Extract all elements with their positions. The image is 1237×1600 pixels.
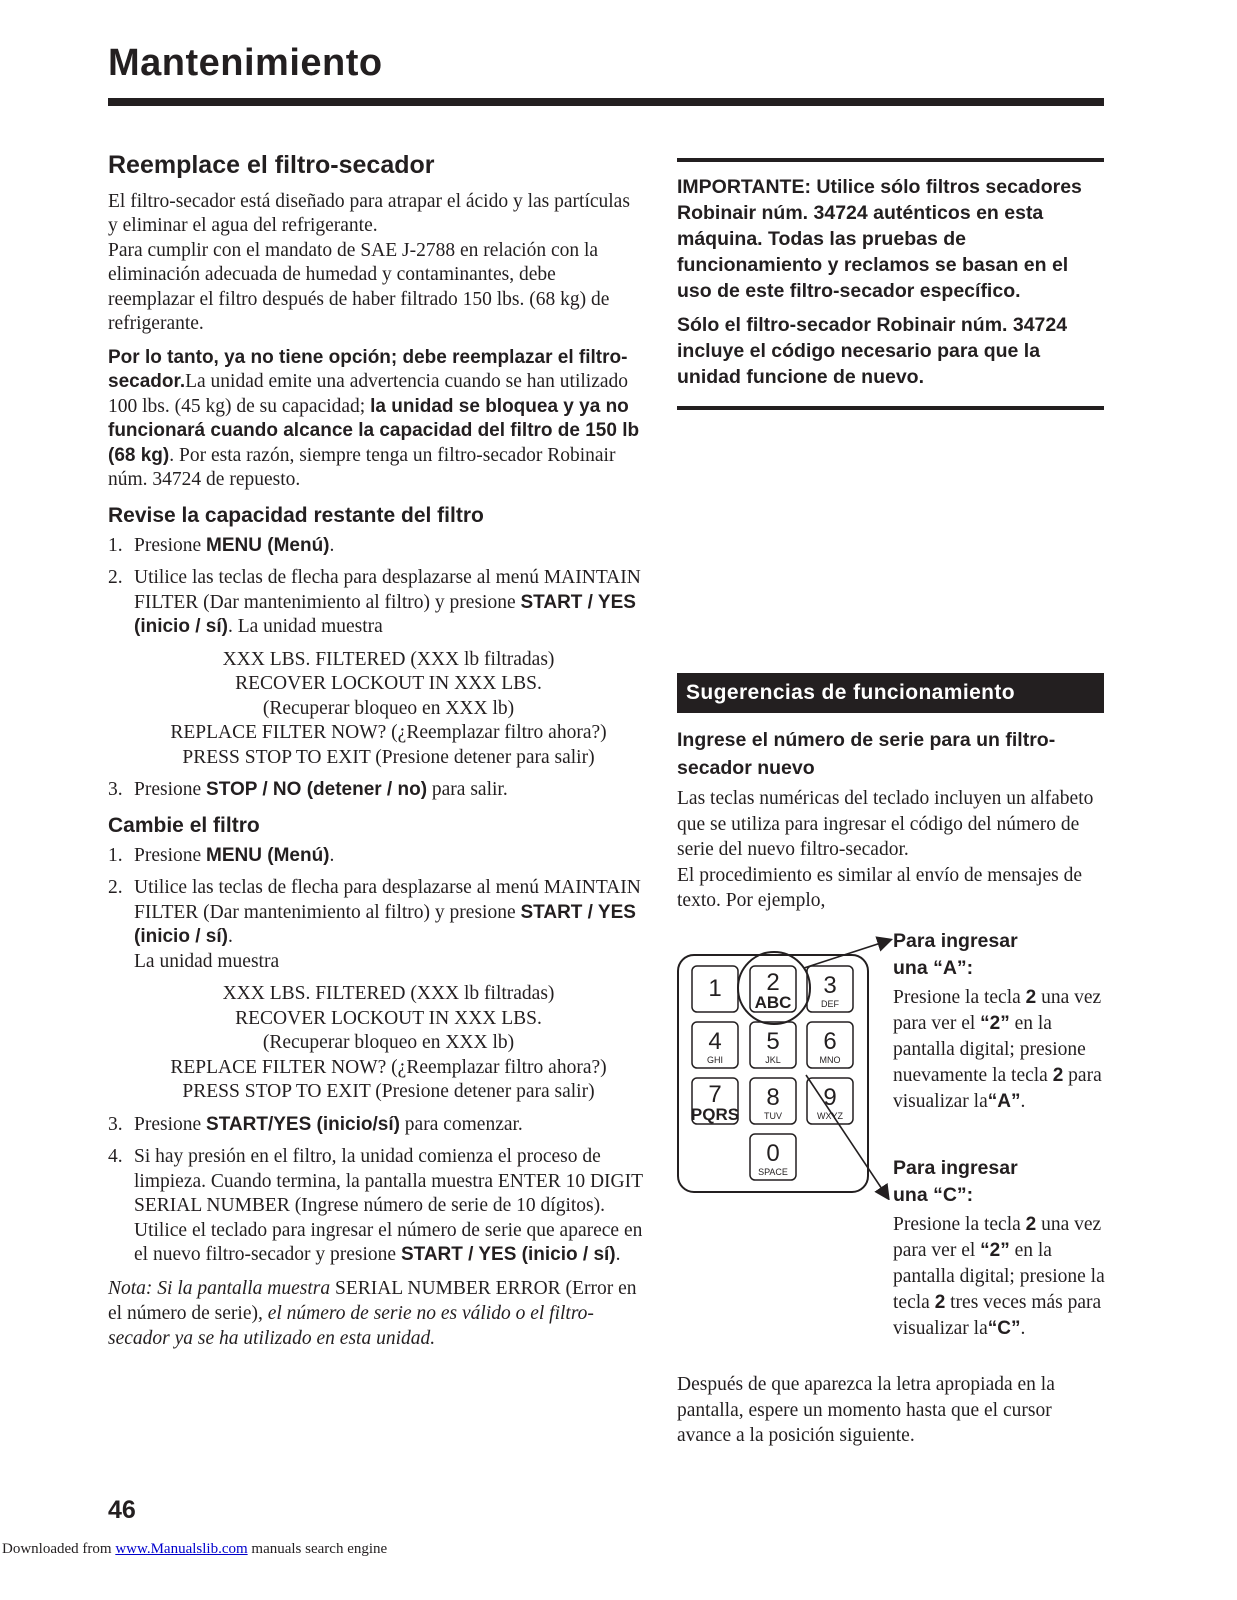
footer-tail: manuals search engine [247,1541,388,1557]
step-number: 3. [108,1113,123,1135]
display-line: XXX LBS. FILTERED (XXX lb filtradas) [222,648,555,670]
display-line: REPLACE FILTER NOW? (¿Reemplazar filtro ahora?) [170,1056,607,1078]
key-8 [750,1078,796,1124]
key-9 [807,1078,853,1124]
step-number: 2. [108,567,123,589]
after-text: Después de que aparezca la letra apropiada en la pantalla, espere un momento hasta que el cursor avance a la posición siguiente. [677,1374,1055,1446]
step-text: Utilice las teclas de flecha para desplazarse al menú MAINTAIN FILTER (Dar mantenimiento al filtro) y presione [134,877,641,923]
list-item [108,1145,643,1268]
section-heading-replace-filter: Reemplace el filtro-secador [108,151,435,179]
display-line: RECOVER LOCKOUT IN XXX LBS. [235,673,542,695]
keypad-illustration [676,930,906,1200]
key-letters: SPACE [758,1167,788,1177]
key-number: 2 [766,969,780,996]
change-steps-cont [108,1113,643,1268]
enter-c-b2: “2” [980,1240,1010,1261]
key-2 [750,966,796,1012]
enter-c-b3: 2 [934,1292,946,1313]
step-text: Presione [134,844,207,866]
enter-a-t1: Presione la tecla [893,987,1026,1008]
step-text: para salir. [427,779,508,801]
enter-c-heading: Para ingresar una “C”: [893,1157,1018,1206]
key-1 [692,966,738,1012]
step-key: MENU (Menú) [206,844,330,866]
left-column [108,152,643,1351]
key-number: 5 [766,1028,780,1055]
right-column [677,158,1104,410]
key-number: 4 [708,1028,722,1055]
page-number: 46 [108,1496,136,1524]
warning-paragraph [108,346,643,493]
step-number: 1. [108,534,123,556]
list-item [108,876,643,974]
check-steps-cont [108,778,643,803]
step-text: . [615,1244,621,1266]
enter-a-block [893,928,1108,1115]
step-text: Utilice las teclas de flecha para desplazarse al menú MAINTAIN FILTER (Dar mantenimiento al filtro) y presione [134,567,641,613]
key-number: 3 [823,972,837,999]
display-line: (Recuperar bloqueo en XXX lb) [262,1032,515,1054]
step-number: 4. [108,1146,123,1168]
intro-text: El filtro-secador está diseñado para atrapar el ácido y las partículas y eliminar el agua del refrigerante. [108,190,630,236]
key-number: 7 [708,1081,722,1108]
manualslib-link[interactable]: www.Manualslib.com [115,1541,248,1557]
important-text-2: Sólo el filtro-secador Robinair núm. 34724 incluye el código necesario para que la unidad funcione de nuevo. [677,314,1068,388]
display-line: RECOVER LOCKOUT IN XXX LBS. [235,1007,542,1029]
enter-c-t3: en la pantalla digital; presione la tecla [893,1240,1105,1313]
step-text: para comenzar. [399,1113,523,1135]
list-item [108,1113,643,1138]
step-text: Si hay presión en el filtro, la unidad comienza el proceso de limpieza. Cuando termina, la pantalla muestra ENTER 10 DIGIT SERIAL NUMBER (Ingrese número de serie de 10 dígitos). Utilice el teclado para ingresar el número de serie que aparece en el nuevo filtro-secador y presione [134,1146,643,1266]
key-letters: GHI [706,1055,724,1065]
key-number: 6 [823,1028,837,1055]
key-letters: JKL [765,1055,781,1065]
step-text: Presione [134,779,207,801]
key-6 [807,1022,853,1068]
tips-banner: Sugerencias de funcionamiento [677,673,1104,713]
step-key: MENU (Menú) [206,534,330,556]
key-number: 8 [766,1084,780,1111]
display-line: (Recuperar bloqueo en XXX lb) [262,697,515,719]
step-number: 1. [108,844,123,866]
key-letters: TUV [764,1111,782,1121]
step-text: . La unidad muestra [227,616,383,638]
key-5 [750,1022,796,1068]
step-number: 2. [108,877,123,899]
enter-a-b1: 2 [1025,987,1037,1008]
warning-text-2: . Por esta razón, siempre tenga un filtro-secador Robinair núm. 34724 de repuesto. [108,444,616,490]
display-line: PRESS STOP TO EXIT (Presione detener para salir) [182,746,595,768]
note-roman: SERIAL NUMBER ERROR (Error en el número de serie) [108,1277,637,1324]
serial-section [677,726,1104,923]
enter-c-b4: “C” [987,1318,1021,1339]
warning-bold-1: Por lo tanto, ya no tiene opción; debe reemplazar el filtro-secador. [108,346,628,392]
enter-c-t1: Presione la tecla [893,1214,1026,1235]
list-item [108,844,643,869]
key-letters: ABC [754,993,792,1012]
serial-paragraph [677,786,1104,914]
step-key: START / YES (inicio / sí) [134,591,636,638]
enter-a-t3: en la pantalla digital; presione nuevamente la tecla [893,1013,1086,1086]
serial-heading: Ingrese el número de serie para un filtro-secador nuevo [677,729,1056,779]
serial-text: Las teclas numéricas del teclado incluyen un alfabeto que se utiliza para ingresar el código del número de serie del nuevo filtro-secador. [677,788,1094,860]
after-paragraph [677,1372,1107,1458]
list-item [108,778,643,803]
enter-a-b2: “2” [980,1013,1010,1034]
key-7 [691,1078,739,1124]
subheading-change-filter: Cambie el filtro [108,813,260,837]
enter-a-b4: “A” [987,1091,1021,1112]
display-readout-1 [108,648,643,771]
enter-a-t5: . [1020,1091,1026,1112]
note-paragraph [108,1276,643,1351]
download-footer [2,1541,387,1558]
step-key: START / YES (inicio / sí) [134,901,636,948]
enter-a-heading: Para ingresar una “A”: [893,930,1018,979]
enter-a-t4: para visualizar la [893,1065,1102,1112]
enter-c-t5: . [1020,1318,1026,1339]
enter-c-b1: 2 [1025,1214,1037,1235]
intro-text-2: Para cumplir con el mandato de SAE J-2788 en relación con la eliminación adecuada de humedad y contaminantes, debe reemplazar el filtro después de haber filtrado 150 lbs. (68 kg) de refrigerante. [108,239,610,334]
important-text-1: IMPORTANTE: Utilice sólo filtros secadores Robinair núm. 34724 auténticos en esta máquina. Todas las pruebas de funcionamiento y reclamos se basan en el uso de este filtro-secador específico. [677,176,1082,302]
key-letters: PQRS [690,1105,740,1124]
enter-c-block [893,1155,1108,1342]
note-italic-2: , el número de serie no es válido o el filtro-secador ya se ha utilizado en esta unidad. [108,1302,594,1349]
important-box [677,158,1104,410]
serial-text-2: El procedimiento es similar al envío de mensajes de texto. Por ejemplo, [677,864,1083,911]
key-letters: DEF [821,999,839,1009]
list-item [108,566,643,640]
footer-text: Downloaded from [2,1541,116,1557]
enter-c-t4: tres veces más para visualizar la [893,1292,1102,1339]
step-text: . [227,926,233,948]
step-text: Presione [134,1113,207,1135]
intro-paragraph [108,190,643,337]
warning-bold-2: la unidad se bloquea y ya no funcionará cuando alcance la capacidad del filtro de 150 lb (68 kg) [108,395,640,466]
key-letters: MNO [819,1055,841,1065]
enter-c-t2: una vez para ver el [893,1214,1102,1261]
step-number: 3. [108,779,123,801]
key-4 [692,1022,738,1068]
page-title: Mantenimiento [108,42,383,84]
enter-a-b3: 2 [1052,1065,1064,1086]
key-number: 0 [766,1140,780,1167]
subheading-check-capacity: Revise la capacidad restante del filtro [108,503,484,527]
enter-a-text [893,985,1108,1115]
display-line: PRESS STOP TO EXIT (Presione detener para salir) [182,1081,595,1103]
step-text: . [329,844,335,866]
display-line: REPLACE FILTER NOW? (¿Reemplazar filtro ahora?) [170,722,607,744]
display-readout-2 [108,982,643,1105]
list-item [108,534,643,559]
step-text: La unidad muestra [134,950,280,972]
key-number: 9 [823,1084,837,1111]
key-letters: WXYZ [817,1111,843,1121]
note-italic-1: Nota: Si la pantalla muestra [108,1277,335,1299]
key-number: 1 [708,975,722,1002]
step-key: START/YES (inicio/sí) [206,1113,400,1135]
change-steps [108,844,643,975]
step-key: STOP / NO (detener / no) [206,779,428,801]
key-3 [807,966,853,1012]
step-key: START / YES (inicio / sí) [400,1244,616,1266]
display-line: XXX LBS. FILTERED (XXX lb filtradas) [222,983,555,1005]
warning-text-1: La unidad emite una advertencia cuando se han utilizado 100 lbs. (45 kg) de su capacidad; [108,371,629,417]
check-steps [108,534,643,640]
enter-a-t2: una vez para ver el [893,987,1102,1034]
step-text: Presione [134,534,207,556]
step-text: . [329,534,335,556]
title-rule [108,98,1104,106]
enter-c-text [893,1212,1108,1342]
key-0 [750,1134,796,1180]
